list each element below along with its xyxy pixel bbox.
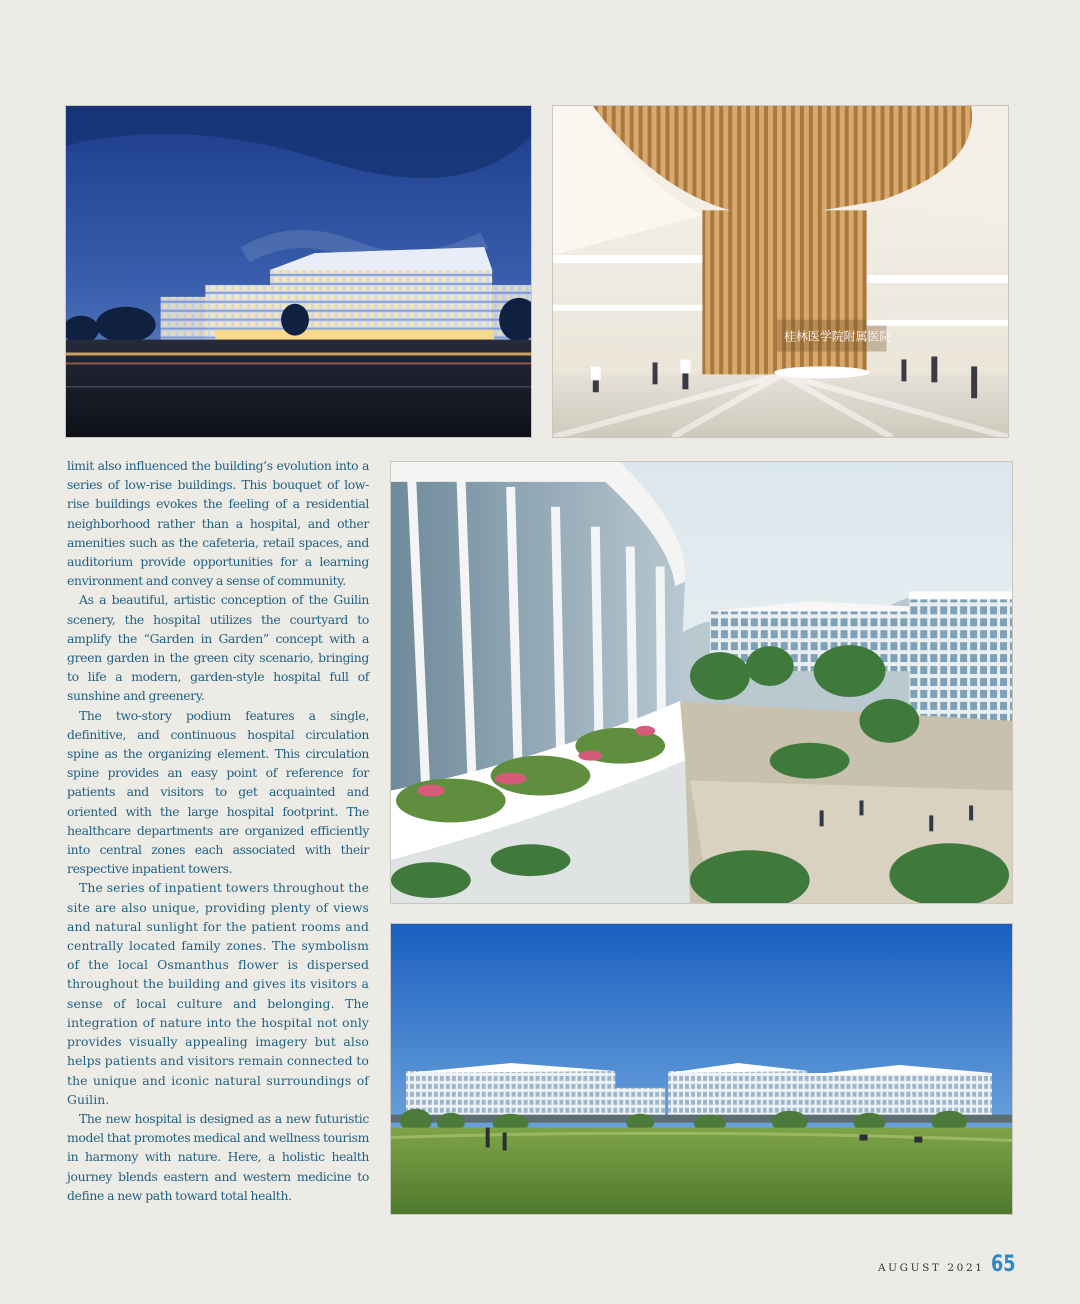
article-body xyxy=(67,456,369,1205)
photo-garden-terrace xyxy=(390,461,1013,904)
article-paragraph-2: As a beautiful, artistic conception of the Guilin scenery, the hospital utilizes the courtyard to amplify the “Garden in Garden” concept with a green garden in the green city scenario, bringing to life a modern, garden-style hospital full of sunshine and greenery. xyxy=(67,592,369,704)
article-paragraph-1: limit also influenced the building’s evolution into a series of low-rise buildings. This bouquet of low-rise buildings evokes the feeling of a residential neighborhood rather than a hospital, and other amenities such as the cafeteria, retail spaces, and auditorium provide opportunities for a learning environment and convey a sense of community. xyxy=(67,458,369,589)
article-paragraph-4: The series of inpatient towers throughout the site are also unique, providing plenty of views and natural sunlight for the patient rooms and centrally located family zones. The symbolism of the local Osmanthus flower is dispersed throughout the building and gives its visitors a sense of local culture and belonging. The integration of nature into the hospital not only provides visually appealing imagery but also helps patients and visitors remain connected to the unique and iconic natural surroundings of Guilin. xyxy=(67,880,369,1107)
article-paragraph-5: The new hospital is designed as a new futuristic model that promotes medical and wellness tourism in harmony with nature. Here, a holistic health journey blends eastern and western medicine to define a new path toward total health. xyxy=(67,1110,369,1203)
article-paragraph-3: The two-story podium features a single, definitive, and continuous hospital circulation spine as the organizing element. This circulation spine provides an easy point of reference for patients and visitors to get acquainted and oriented with the large hospital footprint. The healthcare departments are organized efficiently into central zones each associated with their respective inpatient towers. xyxy=(67,707,369,877)
photo-night-exterior xyxy=(65,105,532,438)
issue-date: AUGUST 2021 xyxy=(878,1262,985,1274)
lobby-interior-illustration xyxy=(553,106,1008,437)
lobby-sign-text: 桂林医学院附属医院 xyxy=(783,329,892,344)
photo-campus-panorama xyxy=(390,923,1013,1215)
campus-panorama-illustration xyxy=(391,924,1012,1214)
garden-terrace-illustration xyxy=(391,462,1012,903)
page-number: 65 xyxy=(991,1252,1016,1277)
photo-lobby-interior xyxy=(552,105,1009,438)
night-exterior-illustration xyxy=(66,106,531,437)
